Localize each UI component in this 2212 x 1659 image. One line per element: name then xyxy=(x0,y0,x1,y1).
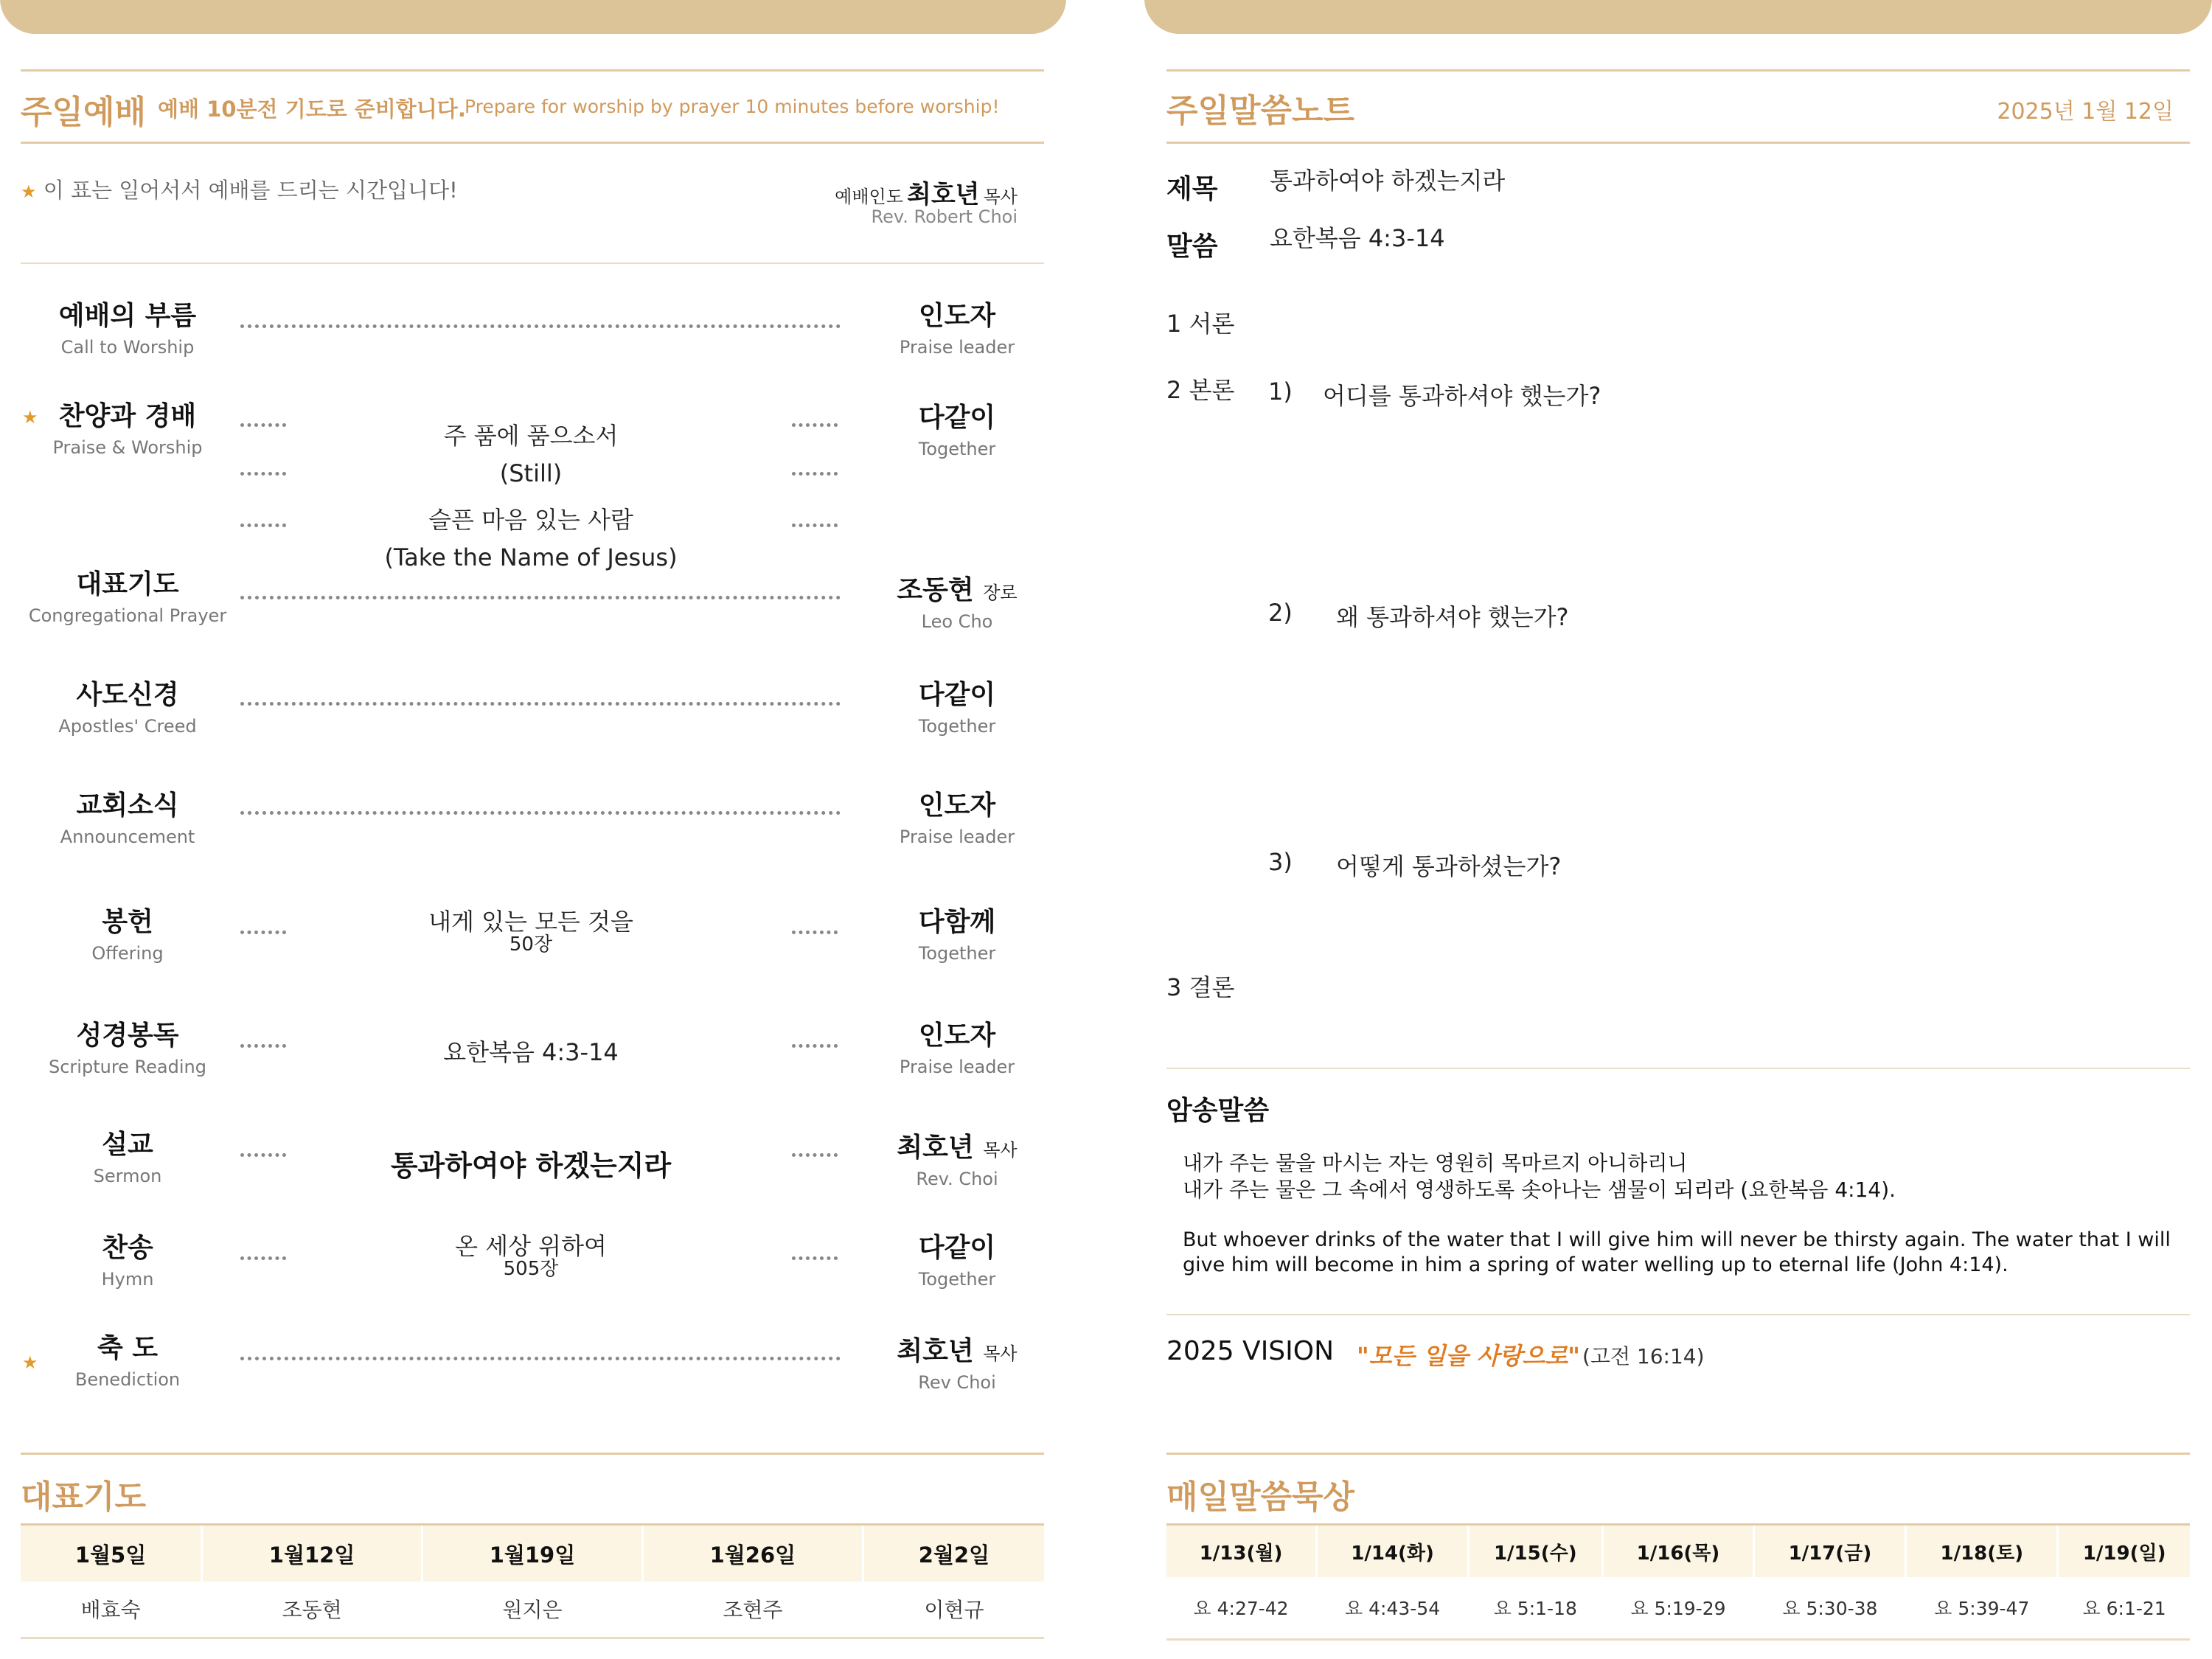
who-scripture: 인도자 Praise leader xyxy=(899,1020,1015,1077)
leader-dots xyxy=(240,423,286,427)
leader-dots xyxy=(240,1153,286,1157)
leader-name: 최호년 xyxy=(906,180,980,209)
prayer-date: 1월26일 xyxy=(642,1526,863,1582)
order-item-call: 예배의 부름 Call to Worship xyxy=(58,301,197,358)
point-number: 1) xyxy=(1268,378,1293,406)
leader-dots xyxy=(240,1357,841,1360)
worship-title: 주일예배 xyxy=(21,94,147,131)
order-item-praise: 찬양과 경배 Praise & Worship xyxy=(52,401,203,458)
point-text: 어디를 통과하셔야 했는가? xyxy=(1323,382,1601,410)
leader-dots xyxy=(240,1256,286,1260)
who-creed: 다같이 Together xyxy=(918,680,996,737)
vision-ref: (고전 16:14) xyxy=(1582,1344,1705,1368)
prayer-title: 대표기도 xyxy=(21,1478,147,1516)
leader-dots xyxy=(792,1044,838,1048)
leader-dots xyxy=(792,524,838,527)
divider xyxy=(21,69,1044,72)
daily-day: 1/19(일) xyxy=(2058,1526,2190,1577)
daily-day: 1/16(목) xyxy=(1602,1526,1754,1577)
prayer-name: 조현주 xyxy=(642,1582,863,1638)
point-text: 어떻게 통과하셨는가? xyxy=(1336,852,1562,880)
body-heading: 2 본론 xyxy=(1166,376,1235,404)
daily-day: 1/15(수) xyxy=(1469,1526,1602,1577)
leader-dots xyxy=(792,931,838,934)
point-text: 왜 통과하셔야 했는가? xyxy=(1336,603,1569,631)
prayer-name: 원지은 xyxy=(422,1582,643,1638)
divider xyxy=(21,1453,1044,1455)
leader-dots xyxy=(240,931,286,934)
daily-ref: 요 6:1-21 xyxy=(2058,1577,2190,1639)
song-2: 슬픈 마음 있는 사람 xyxy=(428,506,633,534)
who-announcement: 인도자 Praise leader xyxy=(899,790,1015,847)
order-item-offering: 봉헌 Offering xyxy=(91,907,164,964)
sermon-title: 통과하여야 하겠는지라 xyxy=(390,1150,672,1182)
daily-day: 1/18(토) xyxy=(1906,1526,2058,1577)
worship-subtitle-ko: 예배 10분전 기도로 준비합니다. xyxy=(158,97,466,122)
order-item-hymn: 찬송 Hymn xyxy=(101,1233,154,1290)
leader-dots xyxy=(792,423,838,427)
song-2-en: (Take the Name of Jesus) xyxy=(384,543,678,571)
prayer-name: 조동현 xyxy=(202,1582,422,1638)
prayer-name: 이현규 xyxy=(863,1582,1044,1638)
star-icon: ★ xyxy=(21,181,37,202)
divider xyxy=(21,262,1044,264)
order-item-announcement: 교회소식 Announcement xyxy=(60,790,195,847)
prayer-date: 2월2일 xyxy=(863,1526,1044,1582)
who-hymn: 다같이 Together xyxy=(918,1233,996,1290)
prayer-date: 1월5일 xyxy=(21,1526,202,1582)
prayer-table xyxy=(21,1526,1044,1639)
memory-title: 암송말씀 xyxy=(1166,1096,1270,1126)
order-item-creed: 사도신경 Apostles' Creed xyxy=(58,680,197,737)
star-icon: ★ xyxy=(22,1352,38,1373)
leader-label: 예배인도 xyxy=(835,187,903,207)
divider xyxy=(1166,69,2190,72)
memory-en-2: give him will become in him a spring of water welling up to eternal life (John 4:14). xyxy=(1183,1253,2008,1276)
daily-ref: 요 5:1-18 xyxy=(1469,1577,1602,1639)
who-offering: 다함께 Together xyxy=(918,907,996,964)
prayer-date: 1월12일 xyxy=(202,1526,422,1582)
leader-dots xyxy=(240,324,841,328)
memory-en-1: But whoever drinks of the water that I will give him will never be thirsty again. The water that I will xyxy=(1183,1228,2171,1251)
who-prayer: 조동현 장로 Leo Cho xyxy=(897,575,1018,632)
notes-date: 2025년 1월 12일 xyxy=(1997,99,2174,125)
leader-dots xyxy=(240,811,841,815)
prayer-date: 1월19일 xyxy=(422,1526,643,1582)
vision-motto: "모든 일을 사랑으로" xyxy=(1357,1342,1580,1370)
divider xyxy=(21,142,1044,144)
daily-ref: 요 4:43-54 xyxy=(1317,1577,1469,1639)
scripture: 요한복음 4:3-14 xyxy=(443,1038,619,1066)
worship-subtitle-en: Prepare for worship by prayer 10 minutes before worship! xyxy=(465,96,1000,117)
leader-dots xyxy=(240,472,286,476)
vision-label: 2025 VISION xyxy=(1166,1336,1335,1366)
order-item-sermon: 설교 Sermon xyxy=(93,1130,162,1186)
stand-note: 이 표는 일어서서 예배를 드리는 시간입니다! xyxy=(43,178,458,203)
point-number: 3) xyxy=(1268,848,1293,876)
leader-dots xyxy=(240,702,841,706)
daily-ref: 요 4:27-42 xyxy=(1166,1577,1317,1639)
daily-day: 1/13(월) xyxy=(1166,1526,1317,1577)
order-item-prayer: 대표기도 Congregational Prayer xyxy=(28,569,227,626)
left-top-tab xyxy=(0,0,1066,34)
hymn: 온 세상 위하여 505장 xyxy=(455,1232,607,1280)
word-value: 요한복음 4:3-14 xyxy=(1270,224,1445,252)
prayer-name: 배효숙 xyxy=(21,1582,202,1638)
title-label: 제목 xyxy=(1166,174,1218,204)
daily-title: 매일말씀묵상 xyxy=(1166,1478,1355,1516)
worship-leader xyxy=(835,174,1018,210)
word-label: 말씀 xyxy=(1166,232,1218,262)
leader-dots xyxy=(240,596,841,599)
intro-heading: 1 서론 xyxy=(1166,310,1235,338)
conclusion-heading: 3 결론 xyxy=(1166,973,1235,1001)
leader-title: 목사 xyxy=(983,187,1018,207)
divider xyxy=(1166,1068,2190,1069)
song-1: 주 품에 품으소서 xyxy=(443,422,619,450)
notes-title: 주일말씀노트 xyxy=(1166,92,1355,130)
song-1-en: (Still) xyxy=(499,459,563,487)
order-item-scripture: 성경봉독 Scripture Reading xyxy=(49,1020,206,1077)
leader-dots xyxy=(792,472,838,476)
leader-dots xyxy=(792,1256,838,1260)
daily-ref: 요 5:39-47 xyxy=(1906,1577,2058,1639)
daily-ref: 요 5:19-29 xyxy=(1602,1577,1754,1639)
who-sermon: 최호년 목사 Rev. Choi xyxy=(897,1133,1018,1189)
right-top-tab xyxy=(1144,0,2212,34)
divider xyxy=(1166,142,2190,144)
leader-en: Rev. Robert Choi xyxy=(871,206,1018,227)
daily-day: 1/17(금) xyxy=(1754,1526,1906,1577)
point-number: 2) xyxy=(1268,599,1293,627)
daily-ref: 요 5:30-38 xyxy=(1754,1577,1906,1639)
who-benediction: 최호년 목사 Rev Choi xyxy=(897,1336,1018,1393)
who-call: 인도자 Praise leader xyxy=(899,301,1015,358)
offering-song: 내게 있는 모든 것을 50장 xyxy=(428,908,633,956)
divider xyxy=(1166,1453,2190,1455)
memory-ko-1: 내가 주는 물을 마시는 자는 영원히 목마르지 아니하리니 xyxy=(1183,1151,1688,1175)
leader-dots xyxy=(240,1044,286,1048)
daily-day: 1/14(화) xyxy=(1317,1526,1469,1577)
title-value: 통과하여야 하겠는지라 xyxy=(1270,167,1506,195)
order-item-benediction: 축 도 Benediction xyxy=(74,1333,181,1390)
leader-dots xyxy=(240,524,286,527)
leader-dots xyxy=(792,1153,838,1157)
memory-ko-2: 내가 주는 물은 그 속에서 영생하도록 솟아나는 샘물이 되리라 (요한복음 4:14). xyxy=(1183,1178,1896,1202)
who-praise: 다같이 Together xyxy=(918,403,996,459)
divider xyxy=(1166,1314,2190,1315)
daily-table xyxy=(1166,1526,2190,1641)
star-icon: ★ xyxy=(22,407,38,428)
